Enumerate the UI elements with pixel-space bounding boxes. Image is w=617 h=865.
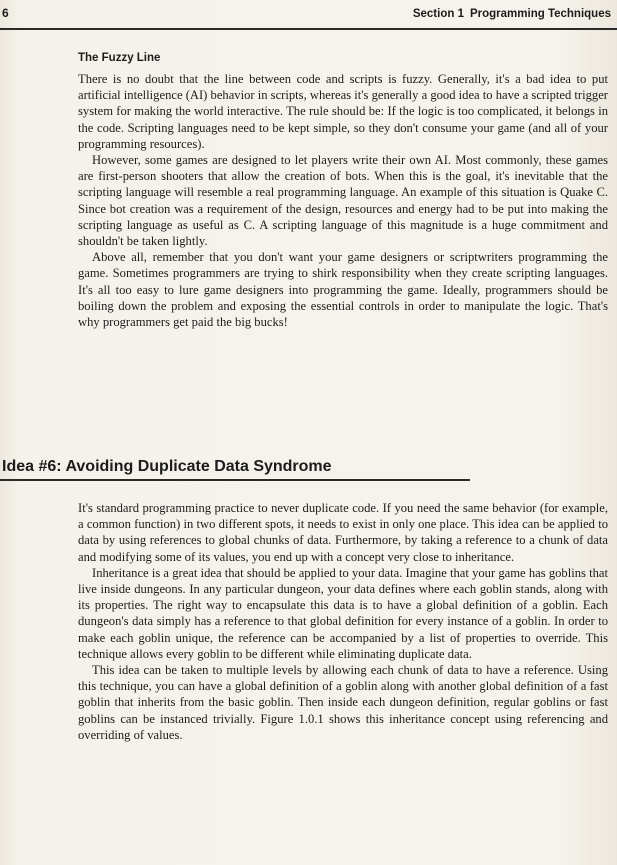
subsection-heading: The Fuzzy Line [78, 52, 161, 64]
paragraph: Inheritance is a great idea that should be applied to your data. Imagine that your game has goblins that live inside dungeons. In any particular dungeon, your data defines where each goblin stands, along with its properties. The right way to encapsulate this data is to have a global definition of a goblin. Each dungeon's data simply has a reference to that global definition for every instance of a goblin. In order to make each goblin unique, the reference can be accompanied by a list of properties to override. This technique allows every goblin to be different while eliminating duplicate data. [78, 565, 608, 661]
idea-heading-block [0, 458, 617, 481]
running-head [413, 8, 611, 20]
paragraph: However, some games are designed to let players write their own AI. Most commonly, these games are first-person shooters that allow the creation of bots. When this is the goal, it's inevitable that the scripting language will resemble a real programming language. An example of this situation is Quake C. Since bot creation was a requirement of the design, resources and energy had to be put into making the scripting language as useful as C. A scripting language of this magnitude is a huge commitment and shouldn't be taken lightly. [78, 153, 608, 249]
paragraph: This idea can be taken to multiple levels by allowing each chunk of data to have a reference. Using this technique, you can have a global definition of a goblin along with another global definition of a fast goblin that inherits from the basic goblin. Then inside each dungeon definition, regular goblins or fast goblins can be instanced trivially. Figure 1.0.1 shows this inheritance concept using referencing and overriding of values. [78, 663, 608, 742]
section-rule [0, 479, 470, 481]
paragraph: There is no doubt that the line between code and scripts is fuzzy. Generally, it's a bad idea to put artificial intelligence (AI) behavior in scripts, whereas it's generally a good idea to have a scripted trigger system for making the world interactive. The rule should be: If the logic is too complicated, it belongs in the code. Scripting languages need to be kept simple, so they don't consume your game (and all of your programming resources). [78, 72, 608, 151]
fuzzy-line-section [78, 52, 608, 330]
page-header [0, 6, 617, 28]
idea-6-section [78, 500, 608, 743]
section-title: Programming Techniques [469, 8, 611, 20]
paragraph: Above all, remember that you don't want your game designers or scriptwriters programming the game. Sometimes programmers are trying to shirk responsibility when they create scripting languages. It's all too easy to lure game designers into programming the game. Ideally, programmers should be boiling down the problem and exposing the essential controls in order to manipulate the logic. That's why programmers get paid the big bucks! [78, 250, 608, 330]
page-number: 6 [2, 6, 9, 20]
section-label: Section 1 [412, 8, 464, 20]
header-rule [0, 28, 617, 30]
paragraph: It's standard programming practice to never duplicate code. If you need the same behavior (for example, a common function) in two different spots, it needs to exist in only one place. This idea can be applied to data by using references to global chunks of data. Furthermore, by taking a reference to a chunk of data and modifying some of its values, you end up with a concept very close to inheritance. [78, 501, 608, 564]
section-heading: Idea #6: Avoiding Duplicate Data Syndrome [2, 458, 332, 475]
